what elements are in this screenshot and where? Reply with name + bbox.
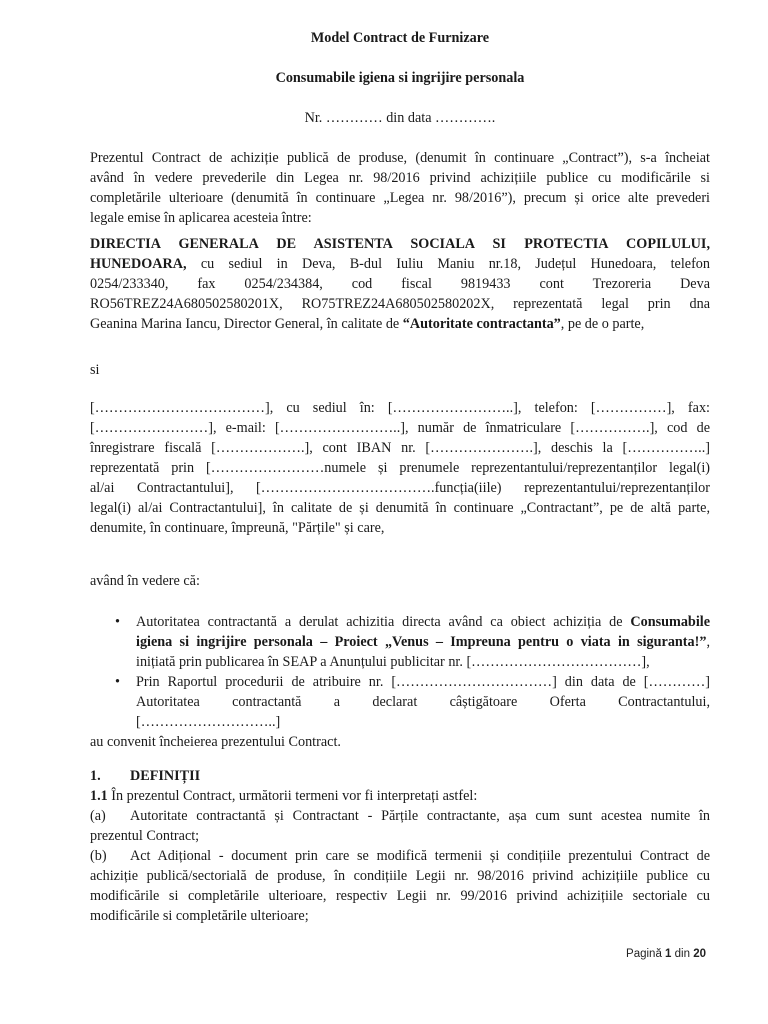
bullet-icon: • (115, 674, 120, 690)
recital1-announcement: inițiată prin publicarea în SEAP a Anunțului publicitar nr. [………………………………], (136, 654, 650, 670)
definition-text: prezentul Contract; (90, 828, 200, 844)
party2-line: al/ai Contractantului], [……………………………….funcția(iile) reprezentantului/reprezentanților (90, 480, 710, 496)
definition-text: achiziție publică/sectorială de produse, în condițiile Legii nr. 98/2016 privind achizițiile publice cu (90, 868, 710, 884)
section-number: 1. (90, 768, 101, 784)
party2-line: denumite, în continuare, împreună, "Părțile" și care, (90, 520, 385, 536)
recital2-line: Prin Raportul procedurii de atribuire nr. [……………………………] din data de […………] (136, 674, 710, 690)
recital-item (90, 672, 710, 732)
recital1-project: igiena si ingrijire personala – Proiect „Venus – Impreuna pentru o viata in siguranta!” (136, 634, 707, 650)
party2-line: legal(i) al/ai Contractantului], în calitate de și denumită în continuare „Contractant”, pe de altă parte, (90, 500, 710, 516)
recital1-comma: , (706, 634, 710, 650)
party1-paragraph (90, 234, 710, 334)
recital2-line: Autoritatea contractantă a declarat câștigătoare Oferta Contractantului, (136, 694, 710, 710)
recitals-list (90, 612, 710, 752)
recital1-text: Autoritatea contractantă a derulat achizitia directa având ca obiect achiziția de (136, 614, 631, 630)
agreement-line: au convenit încheierea prezentului Contract. (90, 734, 341, 750)
section-title: DEFINIȚII (130, 768, 201, 784)
contract-number-line: Nr. ………… din data …………. (304, 110, 496, 126)
recital2-line: [………………………..] (136, 714, 281, 730)
bullet-icon: • (115, 614, 120, 630)
party1-tail: , pe de o parte, (560, 316, 645, 332)
definition-text: Autoritate contractantă și Contractant - Părțile contractante, așa cum sunt acestea numite în (130, 808, 710, 824)
footer-prefix: Pagină (626, 948, 666, 960)
section-heading (90, 766, 710, 786)
intro-paragraph (90, 148, 710, 228)
party2-line: reprezentată prin [……………………numele și prenumele reprezentantului/reprezentanților legal(i) (90, 460, 710, 476)
party1-city: HUNEDOARA, (90, 256, 187, 272)
party2-line: înregistrare fiscală [……………….], cont IBAN nr. [………………….], deschis la [……………..] (90, 440, 710, 456)
party2-line: [………………………………], cu sediul în: [……………………..], telefon: [……………], fax: (90, 400, 710, 416)
party2-line: [……………………], e-mail: [……………………..], număr de înmatriculare […………….], cod de (90, 420, 710, 436)
party1-name: DIRECTIA GENERALA DE ASISTENTA SOCIALA SI PROTECTIA COPILULUI, (90, 236, 710, 252)
party1-role: “Autoritate contractanta” (402, 316, 561, 332)
definition-text: modificările si completările ulterioare, respectiv Legii nr. 99/2016 privind achizițiile sectoriale cu (90, 888, 710, 904)
party1-representative: Geanina Marina Iancu, Director General, în calitate de (90, 316, 403, 332)
intro-line: completările ulterioare (denumită în continuare „Legea nr. 98/2016”), precum și orice alte prevederi (90, 190, 710, 206)
page-footer (626, 948, 706, 960)
clause-text: În prezentul Contract, următorii termeni vor fi interpretați astfel: (107, 788, 478, 804)
intro-line: având în vedere prevederile din Legea nr. 98/2016 privind achizițiile publice cu modificările si (90, 170, 710, 186)
definition-text: Act Adițional - document prin care se modifică termenii și condițiile prezentului Contract de (130, 848, 710, 864)
clause-number: 1.1 (90, 788, 108, 804)
footer-mid: din (671, 948, 694, 960)
recital1-object: Consumabile (630, 614, 710, 630)
definition-label: (a) (90, 808, 106, 824)
document-subtitle: Consumabile igiena si ingrijire personala (275, 70, 525, 86)
footer-page-number: 1 (665, 948, 672, 960)
definition-item (90, 806, 710, 846)
avand-line: având în vedere că: (90, 573, 200, 589)
footer-total-pages: 20 (693, 948, 706, 960)
party2-paragraph (90, 398, 710, 538)
definition-label: (b) (90, 848, 107, 864)
intro-line: legale emise în aplicarea acesteia între: (90, 210, 312, 226)
definitions-list (90, 806, 710, 926)
intro-line: Prezentul Contract de achiziție publică de produse, (denumit în continuare „Contract”), s-a încheiat (90, 150, 710, 166)
definition-text: modificările si completările ulterioare; (90, 908, 309, 924)
si-word: si (90, 362, 100, 378)
recital-item (90, 612, 710, 672)
definition-item (90, 846, 710, 926)
party1-address: cu sediul in Deva, B-dul Iuliu Maniu nr.18, Județul Hunedoara, telefon (186, 256, 710, 272)
clause-1-1 (90, 786, 710, 806)
party1-accounts: RO56TREZ24A680502580201X, RO75TREZ24A680502580202X, reprezentată legal prin dna (90, 296, 710, 312)
document-title: Model Contract de Furnizare (310, 30, 490, 46)
party1-contacts: 0254/233340, fax 0254/234384, cod fiscal 9819433 cont Trezoreria Deva (90, 276, 710, 292)
